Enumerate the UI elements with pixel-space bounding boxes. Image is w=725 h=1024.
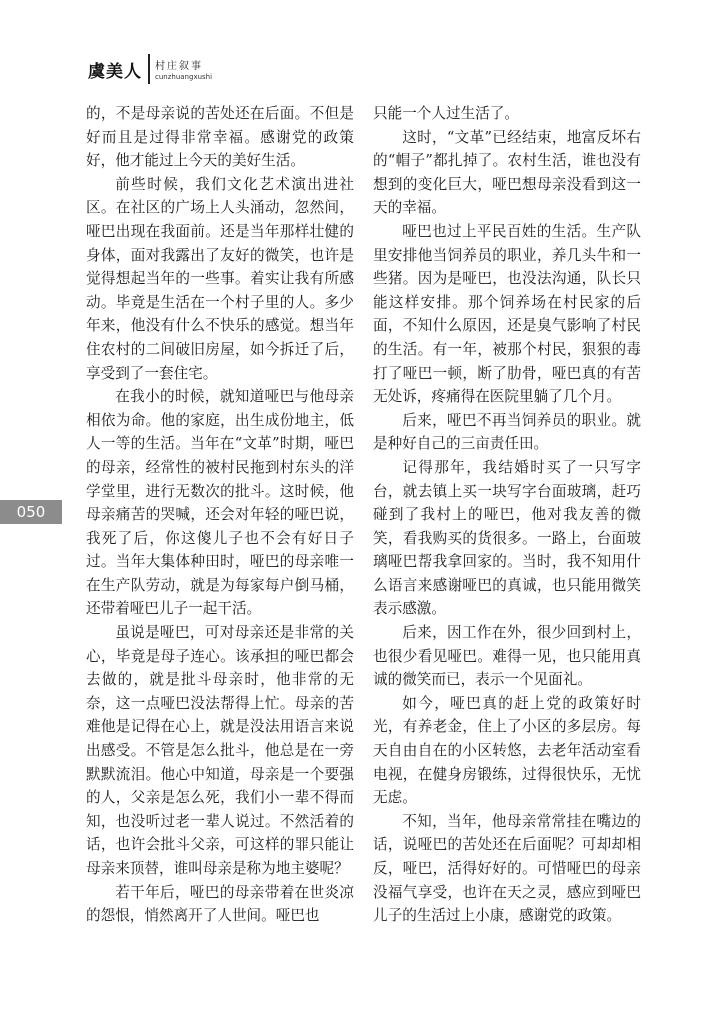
paragraph: 若干年后，哑巴的母亲带着在世炎凉的怨恨，悄然离开了人世间。哑巴也 <box>86 883 354 925</box>
paragraph: 后来，哑巴不再当饲养员的职业。就是种好自己的三亩责任田。 <box>373 411 641 453</box>
column-label <box>155 60 212 90</box>
page-header <box>88 50 212 90</box>
paragraph: 如今，哑巴真的赶上党的政策好时光，有养老金，住上了小区的多层房。每天自由自在的小区转悠，去老年活动室看电视，在健身房锻练，过得很快乐，无忧无虑。 <box>373 694 641 807</box>
magazine-title: 虞美人 <box>88 62 142 82</box>
paragraph: 前些时候，我们文化艺术演出进社区。在社区的广场上人头涌动，忽然间，哑巴出现在我面前。还是当年那样壮健的身体，面对我露出了友好的微笑，也许是觉得想起当年的一些事。着实让我有所感动。毕竟是生活在一个村子里的人。多少年来，他没有什么不快乐的感觉。想当年住农村的二间破旧房屋，如今拆迁了后，享受到了一套住宅。 <box>86 175 354 382</box>
paragraph: 在我小的时候，就知道哑巴与他母亲相依为命。他的家庭，出生成份地主，低人一等的生活。当年在“文革”时期，哑巴的母亲，经常性的被村民拖到村东头的洋学堂里，进行无数次的批斗。这时候，他母亲痛苦的哭喊，还会对年轻的哑巴说，我死了后，你这傻儿子也不会有好日子过。当年大集体种田时，哑巴的母亲唯一在生产队劳动，就是为每家每户倒马桶，还带着哑巴儿子一起干活。 <box>86 388 354 618</box>
text-column-right <box>373 102 641 928</box>
paragraph: 只能一个人过生活了。 <box>373 105 519 122</box>
page-number-tab <box>0 500 62 524</box>
paragraph: 不知，当年，他母亲常常挂在嘴边的话，说哑巴的苦处还在后面呢？可却却相反，哑巴，活得好好的。可惜哑巴的母亲没福气享受，也许在天之灵，感应到哑巴儿子的生活过上小康，感谢党的政策。 <box>373 812 641 925</box>
paragraph: 这时，“文革”已经结束，地富反坏右的“帽子”都扎掉了。农村生活，谁也没有想到的变化巨大，哑巴想母亲没看到这一天的幸福。 <box>373 128 641 217</box>
paragraph: 后来，因工作在外，很少回到村上，也很少看见哑巴。难得一见，也只能用真诚的微笑而已，表示一个见面礼。 <box>373 624 641 689</box>
column-name: 村庄叙事 <box>155 61 203 72</box>
page-number: 050 <box>16 503 46 521</box>
paragraph: 的，不是母亲说的苦处还在后面。不但是好而且是过得非常幸福。感谢党的政策好，他才能过上今天的美好生活。 <box>86 105 354 170</box>
paragraph: 记得那年，我结婚时买了一只写字台，就去镇上买一块写字台面玻璃，赶巧碰到了我村上的哑巴，他对我友善的微笑，看我购买的货很多。一路上，台面玻璃哑巴帮我拿回家的。当时，我不知用什么语言来感谢哑巴的真诚，也只能用微笑表示感激。 <box>373 458 641 618</box>
header-divider <box>148 54 150 84</box>
column-pinyin: cunzhuangxushi <box>155 73 213 81</box>
paragraph: 虽说是哑巴，可对母亲还是非常的关心，毕竟是母子连心。该承担的哑巴都会去做的，就是批斗母亲时，他非常的无奈，这一点哑巴没法帮得上忙。母亲的苦难他是记得在心上，就是没法用语言来说出感受。不管是怎么批斗，他总是在一旁默默流泪。他心中知道，母亲是一个要强的人，父亲是怎么死，我们小一辈不得而知，也没听过老一辈人说过。不然活着的话，也许会批斗父亲，可这样的罪只能让母亲来顶替，谁叫母亲是称为地主婆呢？ <box>86 624 354 877</box>
text-column-left <box>86 102 354 928</box>
paragraph: 哑巴也过上平民百姓的生活。生产队里安排他当饲养员的职业，养几头牛和一些猪。因为是哑巴，也没法沟通，队长只能这样安排。那个饲养场在村民家的后面，不知什么原因，还是臭气影响了村民的生活。有一年，被那个村民，狠狠的毒打了哑巴一顿，断了肋骨，哑巴真的有苦无处诉，疼痛得在医院里躺了几个月。 <box>373 222 641 406</box>
